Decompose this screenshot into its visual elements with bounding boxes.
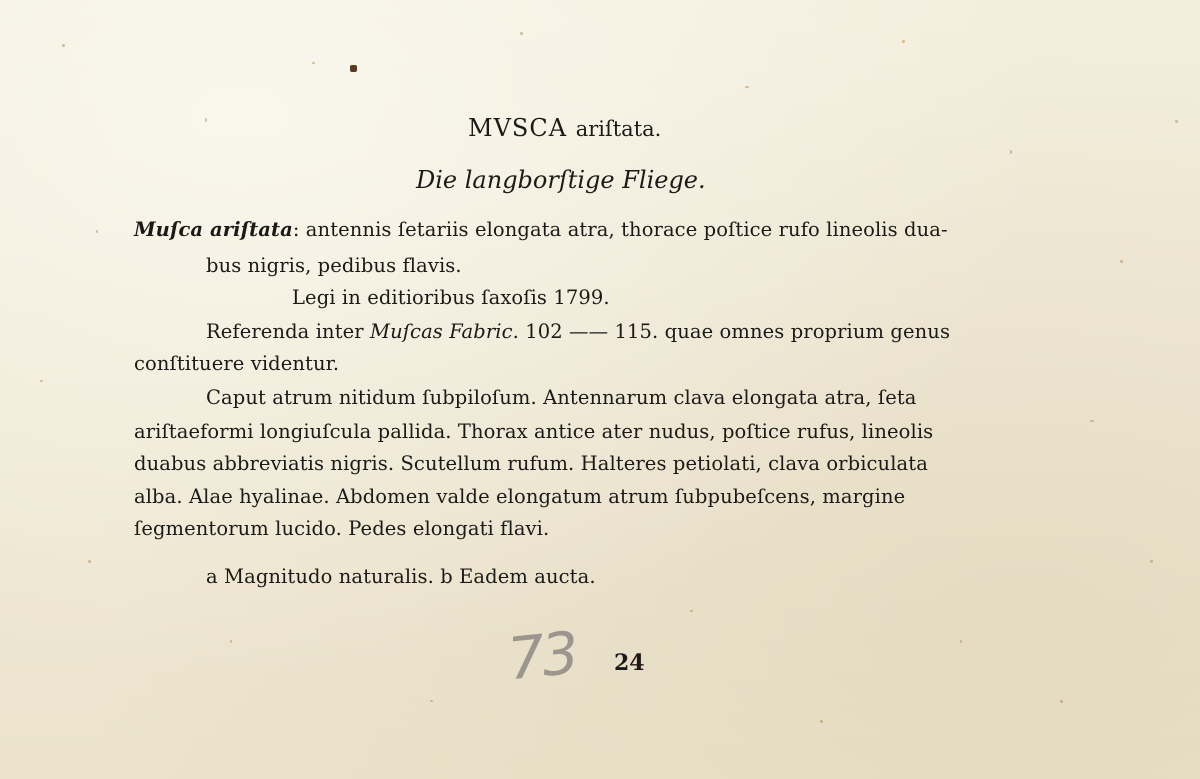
figure-caption: a Magnitudo naturalis. b Eadem aucta. <box>206 565 596 588</box>
paper-speck <box>690 610 693 612</box>
diagnosis-line-2: bus nigris, pedibus flavis. <box>206 254 462 277</box>
paper-speck <box>520 32 523 35</box>
diagnosis-text: : antennis ſetariis elongata atra, thorace poſtice rufo lineolis dua- <box>292 218 948 241</box>
paper-speck <box>96 230 98 233</box>
description-line: alba. Alae hyalinae. Abdomen valde elongatum atrum ſubpubeſcens, margine <box>134 485 906 508</box>
paper-speck <box>88 560 91 563</box>
reference-tail: 102 —— 115. quae omnes proprium genus <box>525 320 951 343</box>
paper-speck <box>820 720 823 723</box>
common-name: Die langborſtige Fliege. <box>416 166 706 194</box>
description-line: Caput atrum nitidum ſubpiloſum. Antennarum clava elongata atra, ſeta <box>206 386 917 409</box>
description-line: ſegmentorum lucido. Pedes elongati flavi. <box>134 517 550 540</box>
paper-speck <box>1175 120 1178 123</box>
paper-speck <box>40 380 43 382</box>
paper-speck <box>960 640 962 643</box>
description-line: duabus abbreviatis nigris. Scutellum rufum. Halteres petiolati, clava orbiculata <box>134 452 928 475</box>
reference-taxon: Muſcas Fabric. <box>370 320 519 343</box>
paper-speck <box>1120 260 1123 263</box>
paper-speck <box>430 700 433 702</box>
paper-speck <box>1060 700 1063 703</box>
page-number: 24 <box>614 650 645 676</box>
paper-speck <box>1150 560 1153 563</box>
reference-line-2: conſtituere videntur. <box>134 352 340 375</box>
paper-speck <box>312 62 315 64</box>
species-binomial: Muſca ariſtata <box>134 218 293 241</box>
collection-note: Legi in editioribus ſaxoſis 1799. <box>292 286 610 309</box>
paper-speck <box>230 640 232 643</box>
reference-line-1 <box>206 320 950 343</box>
paper-speck <box>1090 420 1094 422</box>
paper-speck <box>902 40 905 43</box>
description-line: ariſtaeformi longiuſcula pallida. Thorax antice ater nudus, poſtice rufus, lineolis <box>134 420 934 443</box>
page-title <box>468 114 661 142</box>
diagnosis-line-1 <box>134 218 948 241</box>
paper-speck <box>1010 150 1012 154</box>
reference-lead: Referenda inter <box>206 320 364 343</box>
paper-speck <box>62 44 65 47</box>
genus-name: MVSCA <box>468 114 568 142</box>
species-name: ariſtata. <box>575 117 662 141</box>
paper-speck <box>205 118 207 122</box>
ink-blot <box>350 65 357 72</box>
paper-speck <box>745 86 749 88</box>
handwritten-number: 73 <box>504 618 580 694</box>
